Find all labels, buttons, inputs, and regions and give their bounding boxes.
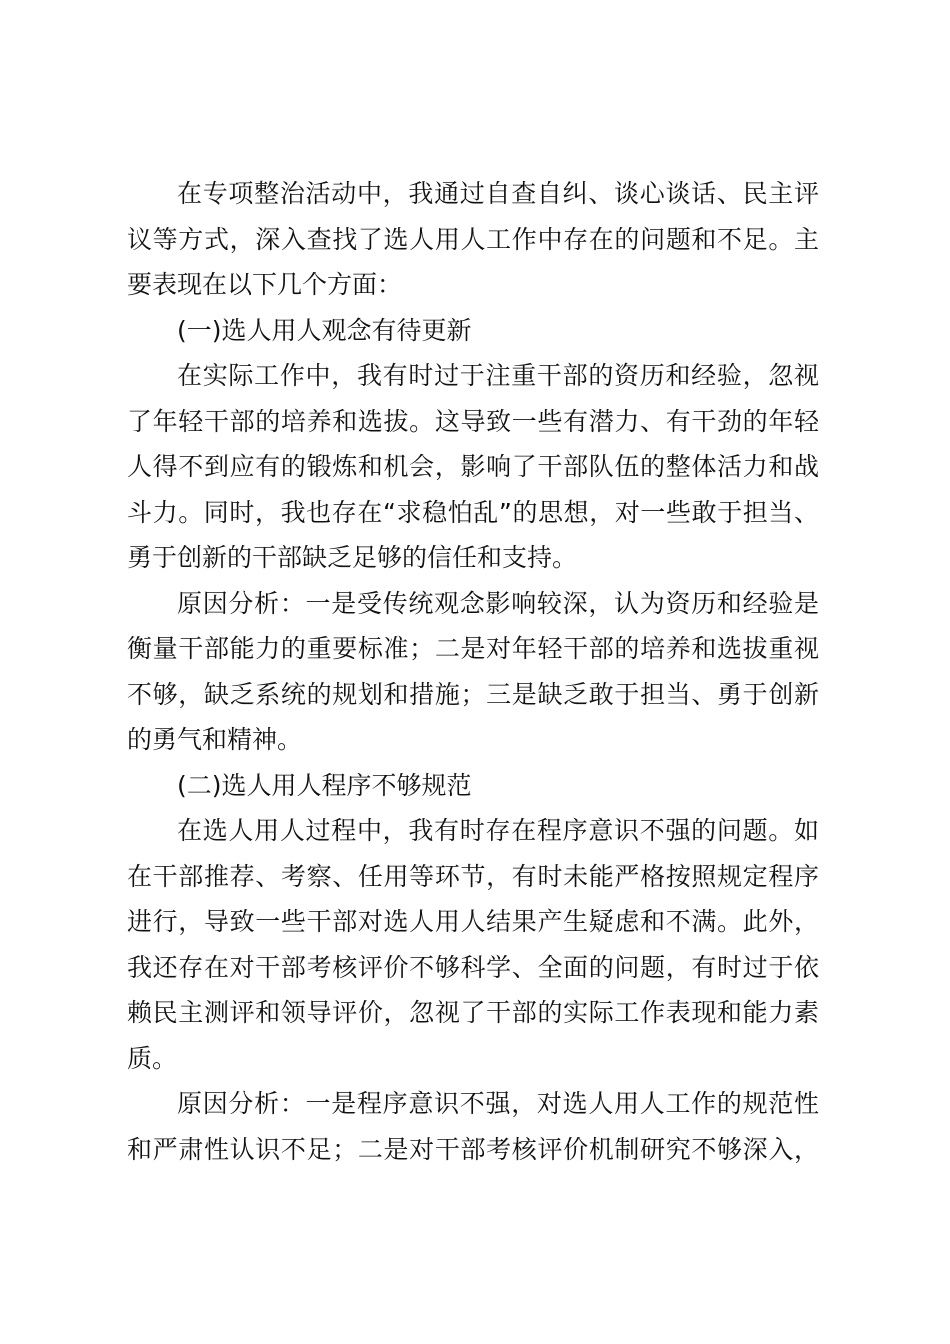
paragraph-line: 要表现在以下几个方面： [127, 270, 403, 299]
section-heading-1: (一)选人用人观念有待更新 [177, 315, 472, 345]
analysis-line: 原因分析：一是受传统观念影响较深，认为资历和经验是 [177, 588, 819, 618]
paragraph-line: 在实际工作中，我有时过于注重干部的资历和经验，忽视 [177, 361, 819, 390]
paragraph-line: 在专项整治活动中，我通过自查自纠、谈心谈话、民主评 [177, 179, 819, 208]
paragraph-line: 勇于创新的干部缺乏足够的信任和支持。 [127, 543, 578, 572]
analysis-line: 原因分析：一是程序意识不强，对选人用人工作的规范性 [177, 1089, 819, 1118]
paragraph-line: 在干部推荐、考察、任用等环节，有时未能严格按照规定程序 [127, 861, 819, 891]
analysis-line: 的勇气和精神。 [127, 725, 303, 754]
section-heading-2: (二)选人用人程序不够规范 [177, 770, 472, 800]
analysis-line: 衡量干部能力的重要标准；二是对年轻干部的培养和选拔重视 [127, 634, 819, 663]
analysis-line: 和严肃性认识不足；二是对干部考核评价机制研究不够深入， [127, 1134, 819, 1164]
paragraph-line: 了年轻干部的培养和选拔。这导致一些有潜力、有干劲的年轻 [127, 406, 819, 436]
paragraph-line: 人得不到应有的锻炼和机会，影响了干部队伍的整体活力和战 [127, 452, 819, 481]
paragraph-line: 赖民主测评和领导评价，忽视了干部的实际工作表现和能力素 [127, 998, 819, 1027]
paragraph-line: 斗力。同时，我也存在“求稳怕乱”的思想，对一些敢于担当、 [127, 497, 819, 527]
paragraph-line: 质。 [127, 1043, 178, 1073]
paragraph-line: 我还存在对干部考核评价不够科学、全面的问题，有时过于依 [127, 952, 819, 982]
analysis-line: 不够，缺乏系统的规划和措施；三是缺乏敢于担当、勇于创新 [127, 679, 819, 709]
document-body [127, 171, 819, 1172]
paragraph-line: 在选人用人过程中，我有时存在程序意识不强的问题。如 [177, 816, 819, 845]
paragraph-line: 议等方式，深入查找了选人用人工作中存在的问题和不足。主 [127, 224, 819, 254]
paragraph-line: 进行，导致一些干部对选人用人结果产生疑虑和不满。此外， [127, 907, 819, 936]
